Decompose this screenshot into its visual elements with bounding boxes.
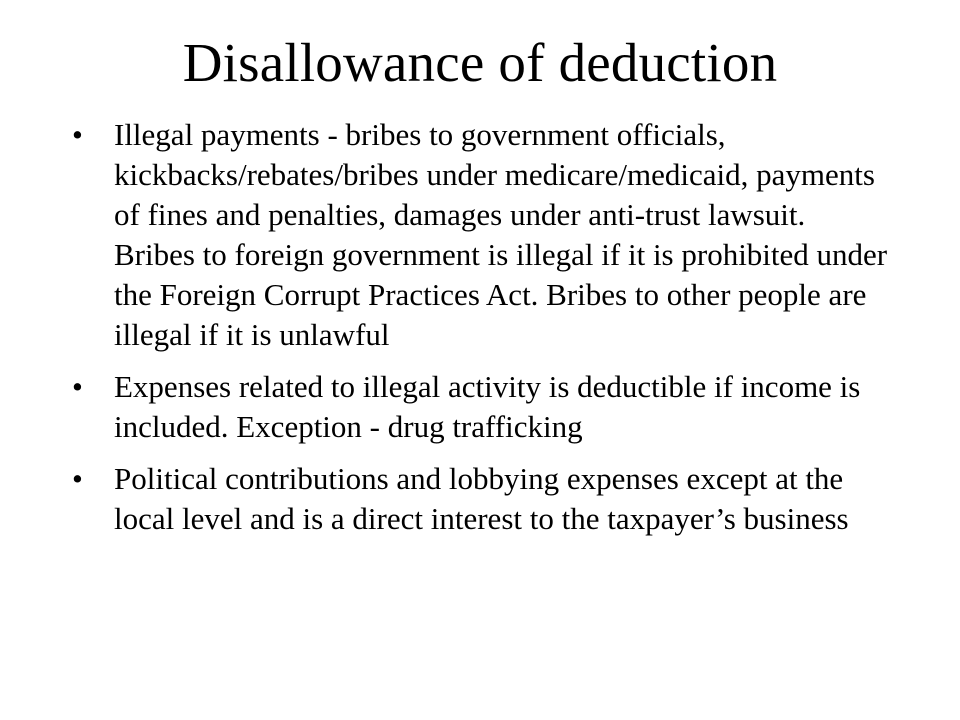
bullet-item-political-contributions [72,459,892,539]
bullet-dot-icon: • [72,461,83,496]
bullet-text: Political contributions and lobbying expenses except at the local level and is a direct interest to the taxpayer’s business [114,461,849,536]
bullet-item-illegal-activity-expenses [72,367,892,447]
bullet-list [72,115,892,551]
bullet-text: Expenses related to illegal activity is deductible if income is included. Exception - drug trafficking [114,369,861,444]
bullet-text: Illegal payments - bribes to government officials, kickbacks/rebates/bribes under medicare/medicaid, payments of fines and penalties, damages under anti-trust lawsuit. Bribes to foreign government is illegal if it is prohibited under the Foreign Corrupt Practices Act. Bribes to other people are illegal if it is unlawful [114,117,888,352]
bullet-dot-icon: • [72,369,83,404]
slide-title: Disallowance of deduction [182,32,778,93]
bullet-item-illegal-payments [72,115,892,355]
bullet-dot-icon: • [72,117,83,152]
